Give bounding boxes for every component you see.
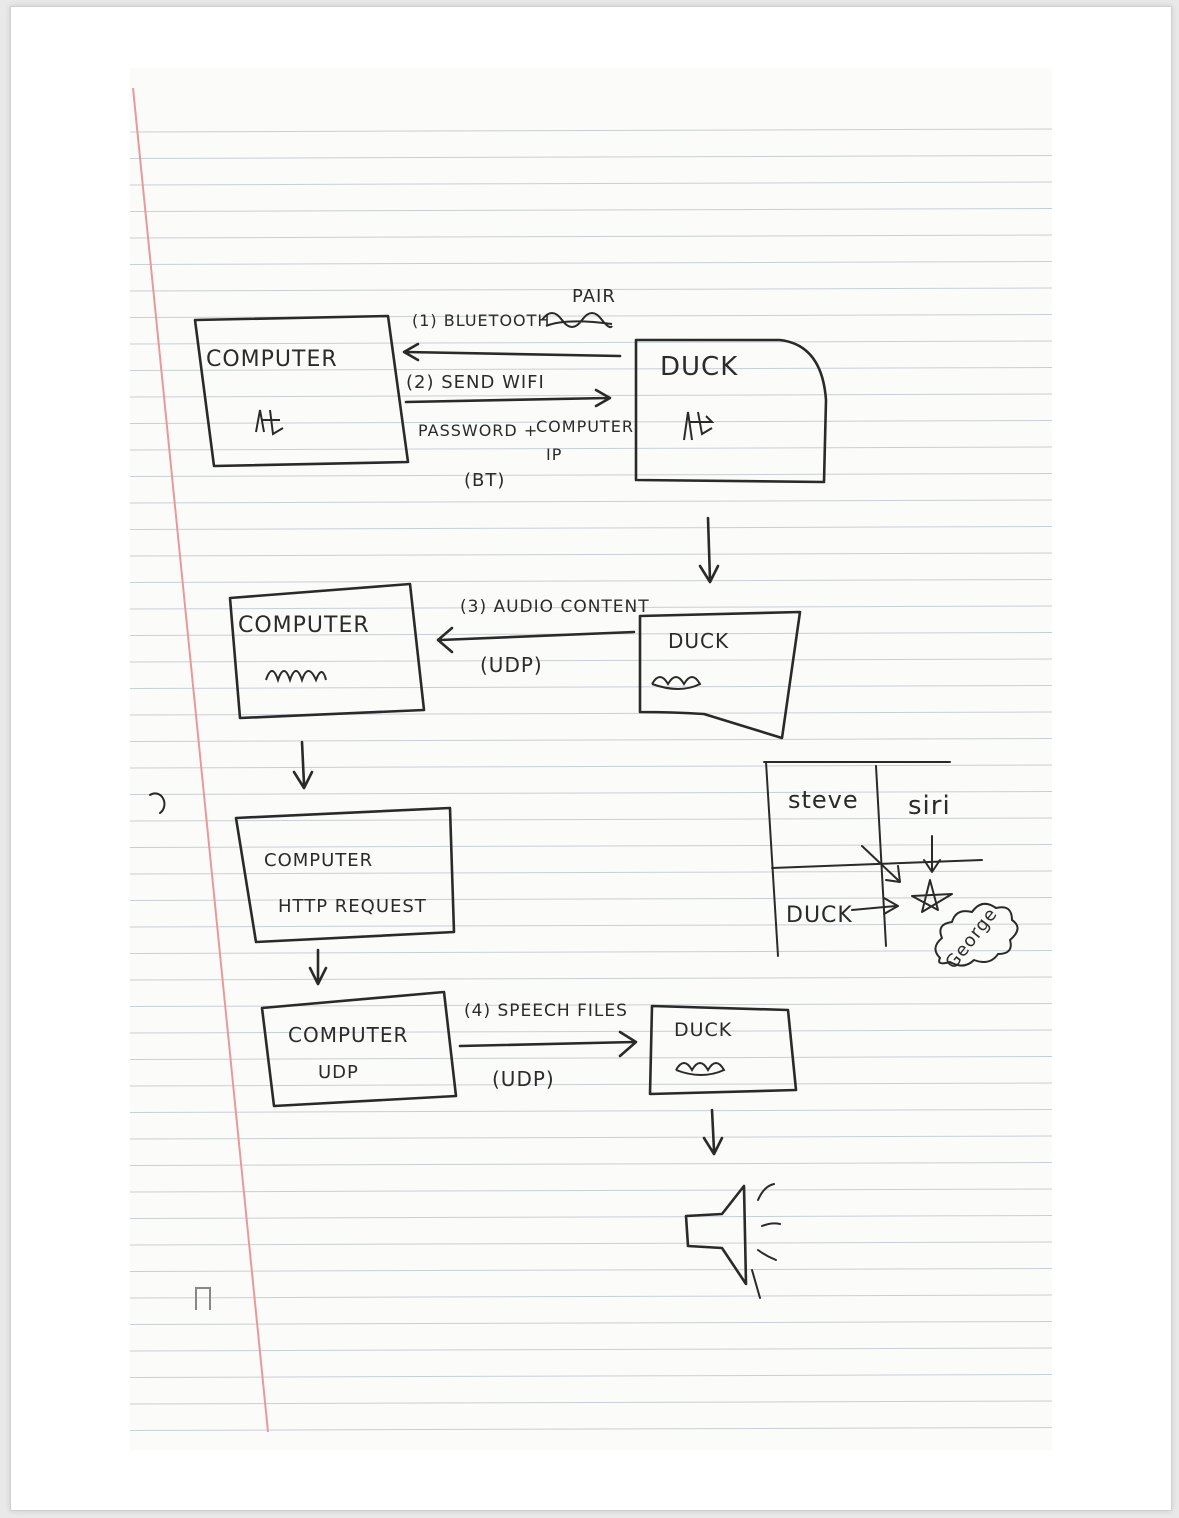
quadrant-left-line: [766, 762, 778, 956]
down-arrow: [704, 1110, 722, 1154]
ruled-line: [130, 951, 1052, 954]
ruled-line: [130, 156, 1052, 159]
ruled-line: [130, 500, 1052, 503]
ruled-line: [130, 235, 1052, 238]
margin-line: [133, 88, 268, 1432]
ruled-line: [130, 1163, 1052, 1166]
ruled-line: [130, 1242, 1052, 1245]
arrow-siri-to-star: [924, 836, 940, 872]
arrow3-proto: (UDP): [480, 653, 543, 677]
arrow2-sub-a: PASSWORD +: [418, 421, 539, 440]
siri-label: siri: [908, 791, 951, 821]
ruled-line: [130, 1030, 1052, 1033]
arrow2-label: (2) SEND WIFI: [406, 372, 545, 393]
ruled-line: [130, 1375, 1052, 1378]
scribble-mark: [542, 313, 612, 327]
ruled-line: [130, 315, 1052, 318]
hole-punch: [196, 1288, 210, 1310]
arrow-1: [404, 344, 620, 360]
block-1: [195, 286, 826, 491]
ruled-line: [130, 871, 1052, 874]
ruled-line: [130, 182, 1052, 185]
star-icon: [912, 880, 952, 912]
ruled-line: [130, 1401, 1052, 1404]
ruled-line: [130, 553, 1052, 556]
bluetooth-icon: [256, 410, 283, 434]
ruled-line: [130, 527, 1052, 530]
computer-label: COMPUTER: [238, 613, 370, 638]
block-4: [262, 992, 796, 1106]
pair-label: PAIR: [572, 286, 616, 307]
ruled-line: [130, 1136, 1052, 1139]
ruled-line: [130, 1295, 1052, 1298]
quadrant-vertical-axis: [876, 766, 886, 946]
udp-label: UDP: [318, 1062, 359, 1083]
arrow2-proto: (BT): [464, 470, 506, 491]
scribble-mark: [676, 1063, 724, 1075]
arrow2-sub-c: IP: [546, 445, 563, 464]
computer-label: COMPUTER: [206, 347, 338, 372]
ruled-line: [130, 739, 1052, 742]
steve-label: steve: [788, 786, 859, 814]
ruled-line: [130, 1269, 1052, 1272]
computer-udp-box: [262, 992, 456, 1106]
ruled-line: [130, 394, 1052, 397]
computer-box: [195, 316, 408, 466]
duck-label: DUCK: [668, 629, 730, 653]
duck-label: DUCK: [660, 352, 739, 382]
arrow-4: [460, 1032, 636, 1056]
arrow-3: [438, 628, 634, 652]
ruled-line: [130, 659, 1052, 662]
ruled-line: [130, 1189, 1052, 1192]
down-arrow: [294, 742, 312, 788]
ruled-line: [130, 765, 1052, 768]
quadrant-diagram: [764, 762, 1018, 973]
duck-label: DUCK: [674, 1019, 733, 1041]
http-request-label: HTTP REQUEST: [278, 896, 427, 917]
ruled-line: [130, 341, 1052, 344]
computer-label: COMPUTER: [288, 1023, 409, 1047]
computer-http-box: [236, 808, 454, 942]
scribble-mark: [266, 671, 326, 680]
arrow2-sub-b: COMPUTER: [536, 417, 634, 436]
george-label: George: [941, 903, 1003, 974]
ruled-line: [130, 262, 1052, 265]
computer-box: [230, 584, 424, 718]
arrow4-proto: (UDP): [492, 1067, 555, 1091]
ruled-line: [130, 209, 1052, 212]
ruled-line: [130, 712, 1052, 715]
ruled-line: [130, 1348, 1052, 1351]
ruled-line: [130, 129, 1052, 132]
ruled-line: [130, 447, 1052, 450]
speaker-icon: [686, 1184, 780, 1298]
duck-label: DUCK: [786, 903, 853, 928]
arrow3-label: (3) AUDIO CONTENT: [460, 597, 650, 617]
arrow1-label: (1) BLUETOOTH: [412, 311, 551, 330]
ruled-line: [130, 1083, 1052, 1086]
arrow4-label: (4) SPEECH FILES: [464, 1001, 628, 1021]
ruled-line: [130, 924, 1052, 927]
computer-label: COMPUTER: [264, 850, 374, 871]
bluetooth-icon: [684, 412, 712, 440]
ruled-line: [130, 1216, 1052, 1219]
ruled-line: [130, 977, 1052, 980]
ruled-line: [130, 580, 1052, 583]
block-3: [236, 808, 454, 942]
ruled-line: [130, 686, 1052, 689]
ruled-lines: [130, 129, 1052, 1431]
arrow-duck-to-star: [852, 898, 898, 914]
ruled-line: [130, 474, 1052, 477]
ruled-line: [130, 845, 1052, 848]
hole-punch: [150, 793, 164, 813]
ruled-line: [130, 1110, 1052, 1113]
ruled-line: [130, 1322, 1052, 1325]
